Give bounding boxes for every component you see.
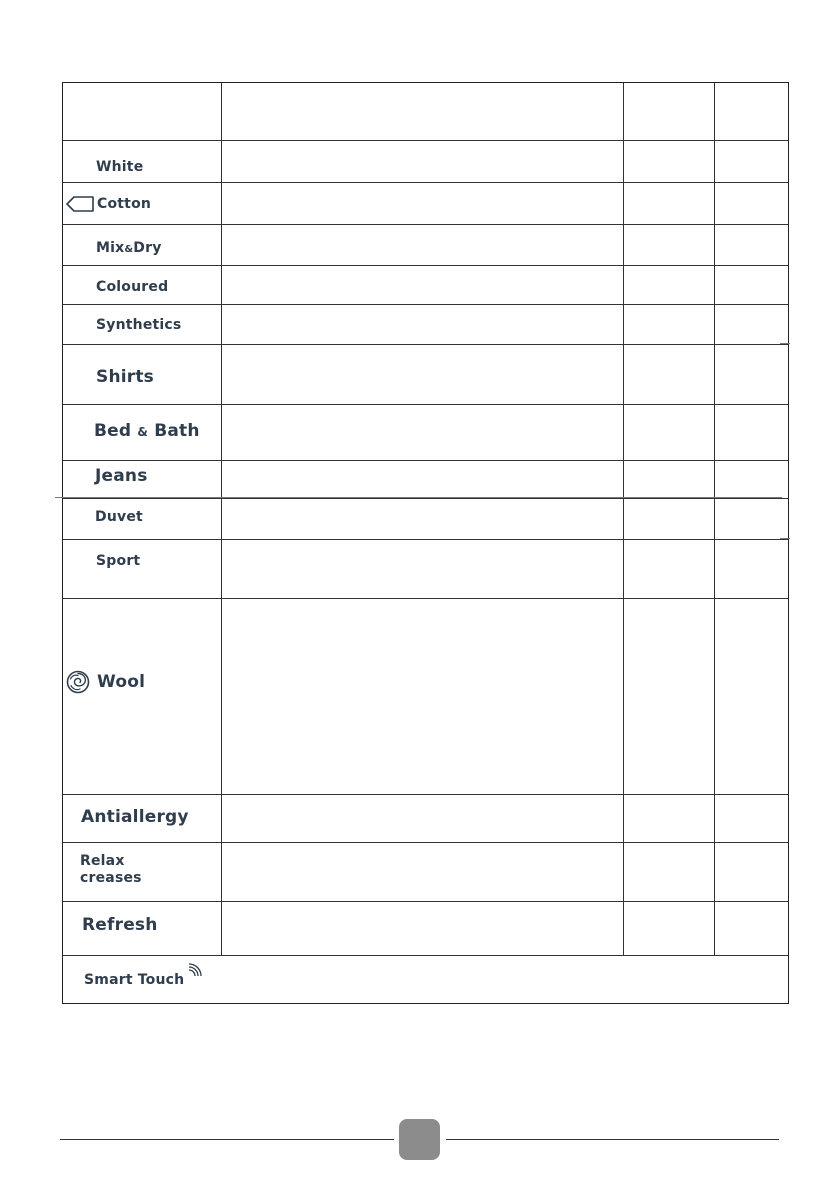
programme-refresh: Refresh xyxy=(82,915,158,935)
programme-bed-bath: Bed & Bath xyxy=(94,421,200,441)
row-divider xyxy=(63,304,788,305)
row-divider xyxy=(63,598,788,599)
row-divider xyxy=(63,539,788,540)
programme-mix-dry: Mix&Dry xyxy=(96,240,162,256)
programme-table xyxy=(62,82,789,1004)
programme-smart-touch: Smart Touch xyxy=(84,972,185,988)
footer-rule-left xyxy=(60,1139,394,1140)
programme-coloured: Coloured xyxy=(96,279,169,295)
row-divider xyxy=(63,955,788,956)
programme-white: White xyxy=(96,159,144,175)
programme-synthetics: Synthetics xyxy=(96,317,182,333)
stray-line xyxy=(780,343,790,344)
nfc-signal-icon xyxy=(187,962,205,984)
row-divider xyxy=(63,224,788,225)
column-divider xyxy=(623,83,624,955)
column-divider xyxy=(221,83,222,955)
tag-outline-icon xyxy=(66,196,94,216)
column-divider xyxy=(714,83,715,955)
programme-wool: Wool xyxy=(97,672,146,692)
programme-relax-creases: Relax creases xyxy=(80,853,142,886)
programme-sport: Sport xyxy=(96,553,141,569)
stray-line xyxy=(55,497,782,498)
programme-antiallergy: Antiallergy xyxy=(81,807,189,827)
programme-duvet: Duvet xyxy=(95,509,143,525)
row-divider xyxy=(63,794,788,795)
row-divider xyxy=(63,140,788,141)
programme-shirts: Shirts xyxy=(96,367,155,387)
row-divider xyxy=(63,901,788,902)
programme-jeans: Jeans xyxy=(95,466,148,486)
footer-rule-right xyxy=(446,1139,779,1140)
stray-line xyxy=(780,538,790,539)
wool-spiral-icon xyxy=(66,670,90,698)
programme-cotton: Cotton xyxy=(97,196,152,212)
row-divider xyxy=(63,182,788,183)
row-divider xyxy=(63,842,788,843)
page-number-badge xyxy=(399,1119,440,1160)
row-divider xyxy=(63,404,788,405)
row-divider xyxy=(63,344,788,345)
row-divider xyxy=(63,265,788,266)
row-divider xyxy=(63,460,788,461)
row-divider xyxy=(63,498,788,499)
